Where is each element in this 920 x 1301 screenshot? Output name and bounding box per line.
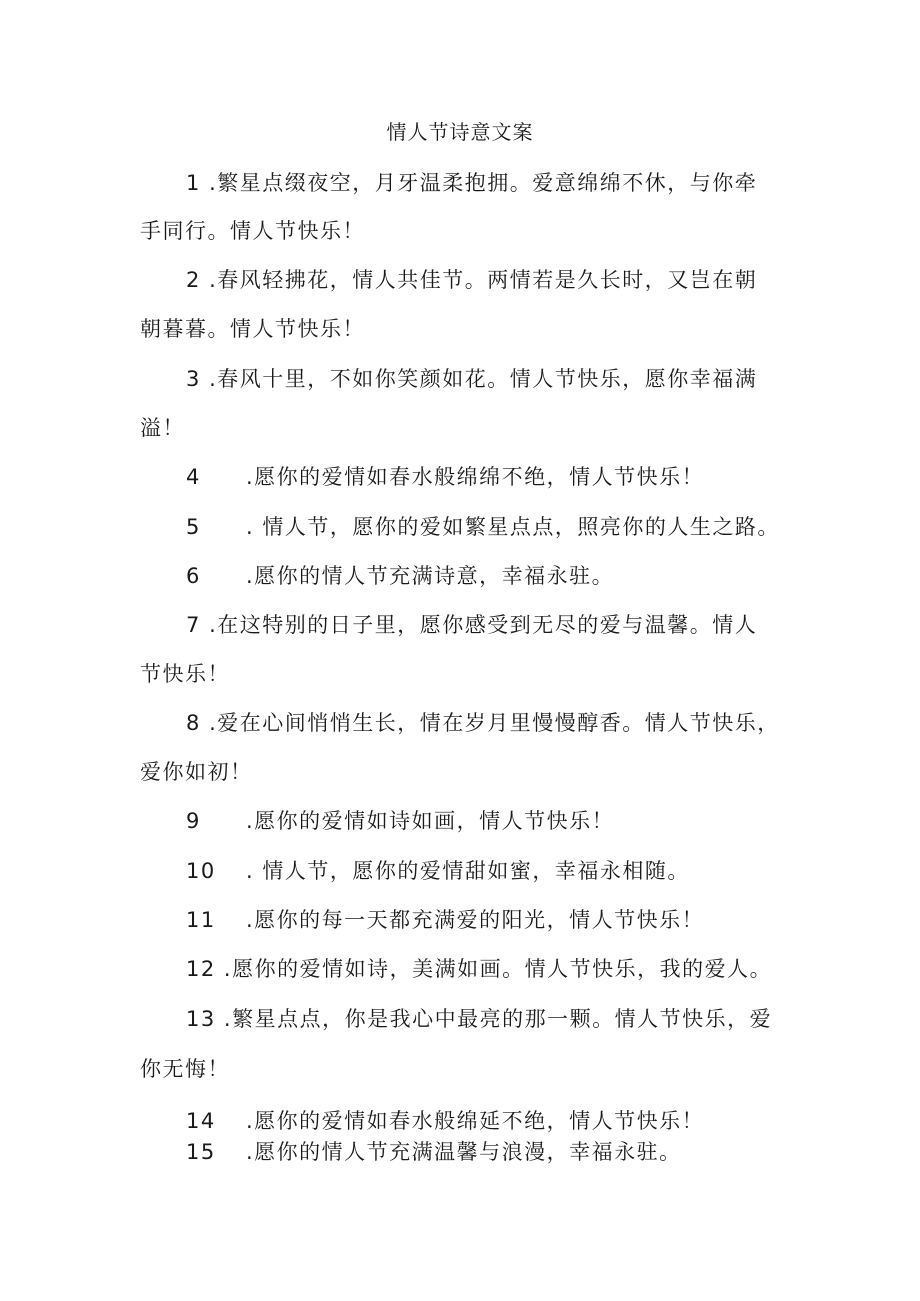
list-item-continuation: 节快乐！: [140, 662, 230, 686]
list-item: 15 .愿你的情人节充满温馨与浪漫，幸福永驻。: [186, 1140, 682, 1164]
list-item: 14 .愿你的爱情如春水般绵延不绝，情人节快乐！: [186, 1109, 705, 1133]
list-item: 4 .愿你的爱情如春水般绵绵不绝，情人节快乐！: [186, 465, 705, 489]
list-item: 6 .愿你的情人节充满诗意，幸福永驻。: [186, 564, 615, 588]
list-item: 11 .愿你的每一天都充满爱的阳光，情人节快乐！: [186, 908, 705, 932]
list-item: 3 .春风十里，不如你笑颜如花。情人节快乐，愿你幸福满: [186, 367, 758, 391]
list-item: 13 .繁星点点，你是我心中最亮的那一颗。情人节快乐，爱: [186, 1007, 773, 1031]
page-title: 情人节诗意文案: [386, 120, 534, 144]
list-item: 2 .春风轻拂花，情人共佳节。两情若是久长时，又岂在朝: [186, 268, 758, 292]
list-item-continuation: 爱你如初！: [140, 760, 253, 784]
list-item: 5 . 情人节，愿你的爱如繁星点点，照亮你的人生之路。: [186, 515, 780, 539]
list-item-continuation: 朝暮暮。情人节快乐！: [140, 317, 365, 341]
list-item-continuation: 你无悔！: [140, 1057, 230, 1081]
list-item: 1 .繁星点缀夜空，月牙温柔抱拥。爱意绵绵不休，与你牵: [186, 171, 758, 195]
list-item: 7 .在这特别的日子里，愿你感受到无尽的爱与温馨。情人: [186, 613, 758, 637]
list-item: 9 .愿你的爱情如诗如画，情人节快乐！: [186, 809, 615, 833]
list-item: 8 .爱在心间悄悄生长，情在岁月里慢慢醇香。情人节快乐，: [186, 711, 780, 735]
list-item: 10 . 情人节，愿你的爱情甜如蜜，幸福永相随。: [186, 859, 690, 883]
list-item-continuation: 溢！: [140, 416, 185, 440]
list-item-continuation: 手同行。情人节快乐！: [140, 219, 365, 243]
list-item: 12 .愿你的爱情如诗，美满如画。情人节快乐，我的爱人。: [186, 957, 773, 981]
